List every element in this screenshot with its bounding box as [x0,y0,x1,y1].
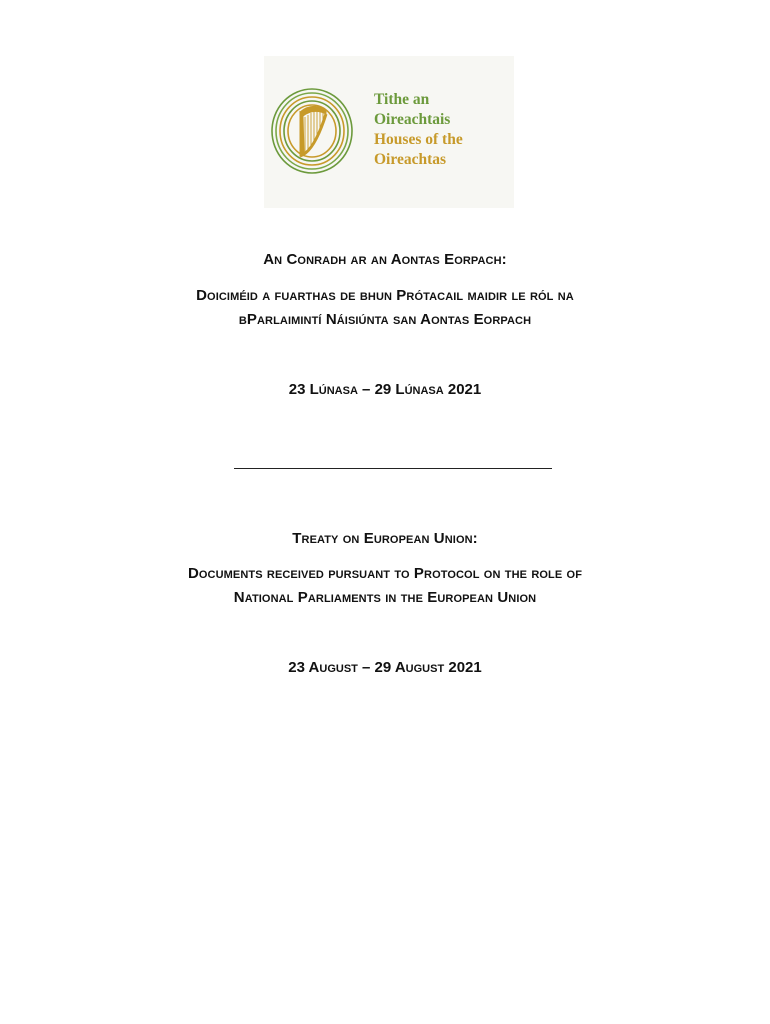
houses-of-oireachtas-logo [264,56,514,208]
english-subtitle-line-1: Documents received pursuant to Protocol on the role of [187,565,583,582]
english-subtitle [0,562,770,610]
irish-subtitle-line-1: Doiciméid a fuarthas de bhun Prótacail maidir le ról na [196,287,574,304]
english-title [0,527,770,551]
english-date-range [0,656,770,680]
english-subtitle-line-2: National Parliaments in the European Union [233,589,537,606]
harp-icon [270,86,366,176]
logo-irish-line-2: Oireachtais [374,111,451,128]
logo-wordmark [374,90,463,170]
english-title-text: Treaty on European Union: [292,530,478,547]
irish-title-text: An Conradh ar an Aontas Eorpach: [263,251,507,268]
logo-irish-line-1: Tithe an [374,91,430,108]
irish-date-range [0,378,770,402]
logo-english-line-1: Houses of the [374,131,463,148]
irish-subtitle [0,284,770,332]
irish-title [0,248,770,272]
english-date-text: 23 August – 29 August 2021 [288,659,482,676]
irish-date-text: 23 Lúnasa – 29 Lúnasa 2021 [288,381,482,398]
irish-subtitle-line-2: bParlaimintí Náisiúnta san Aontas Eorpach [238,311,532,328]
section-separator [234,468,552,469]
logo-english-line-2: Oireachtas [374,151,447,168]
